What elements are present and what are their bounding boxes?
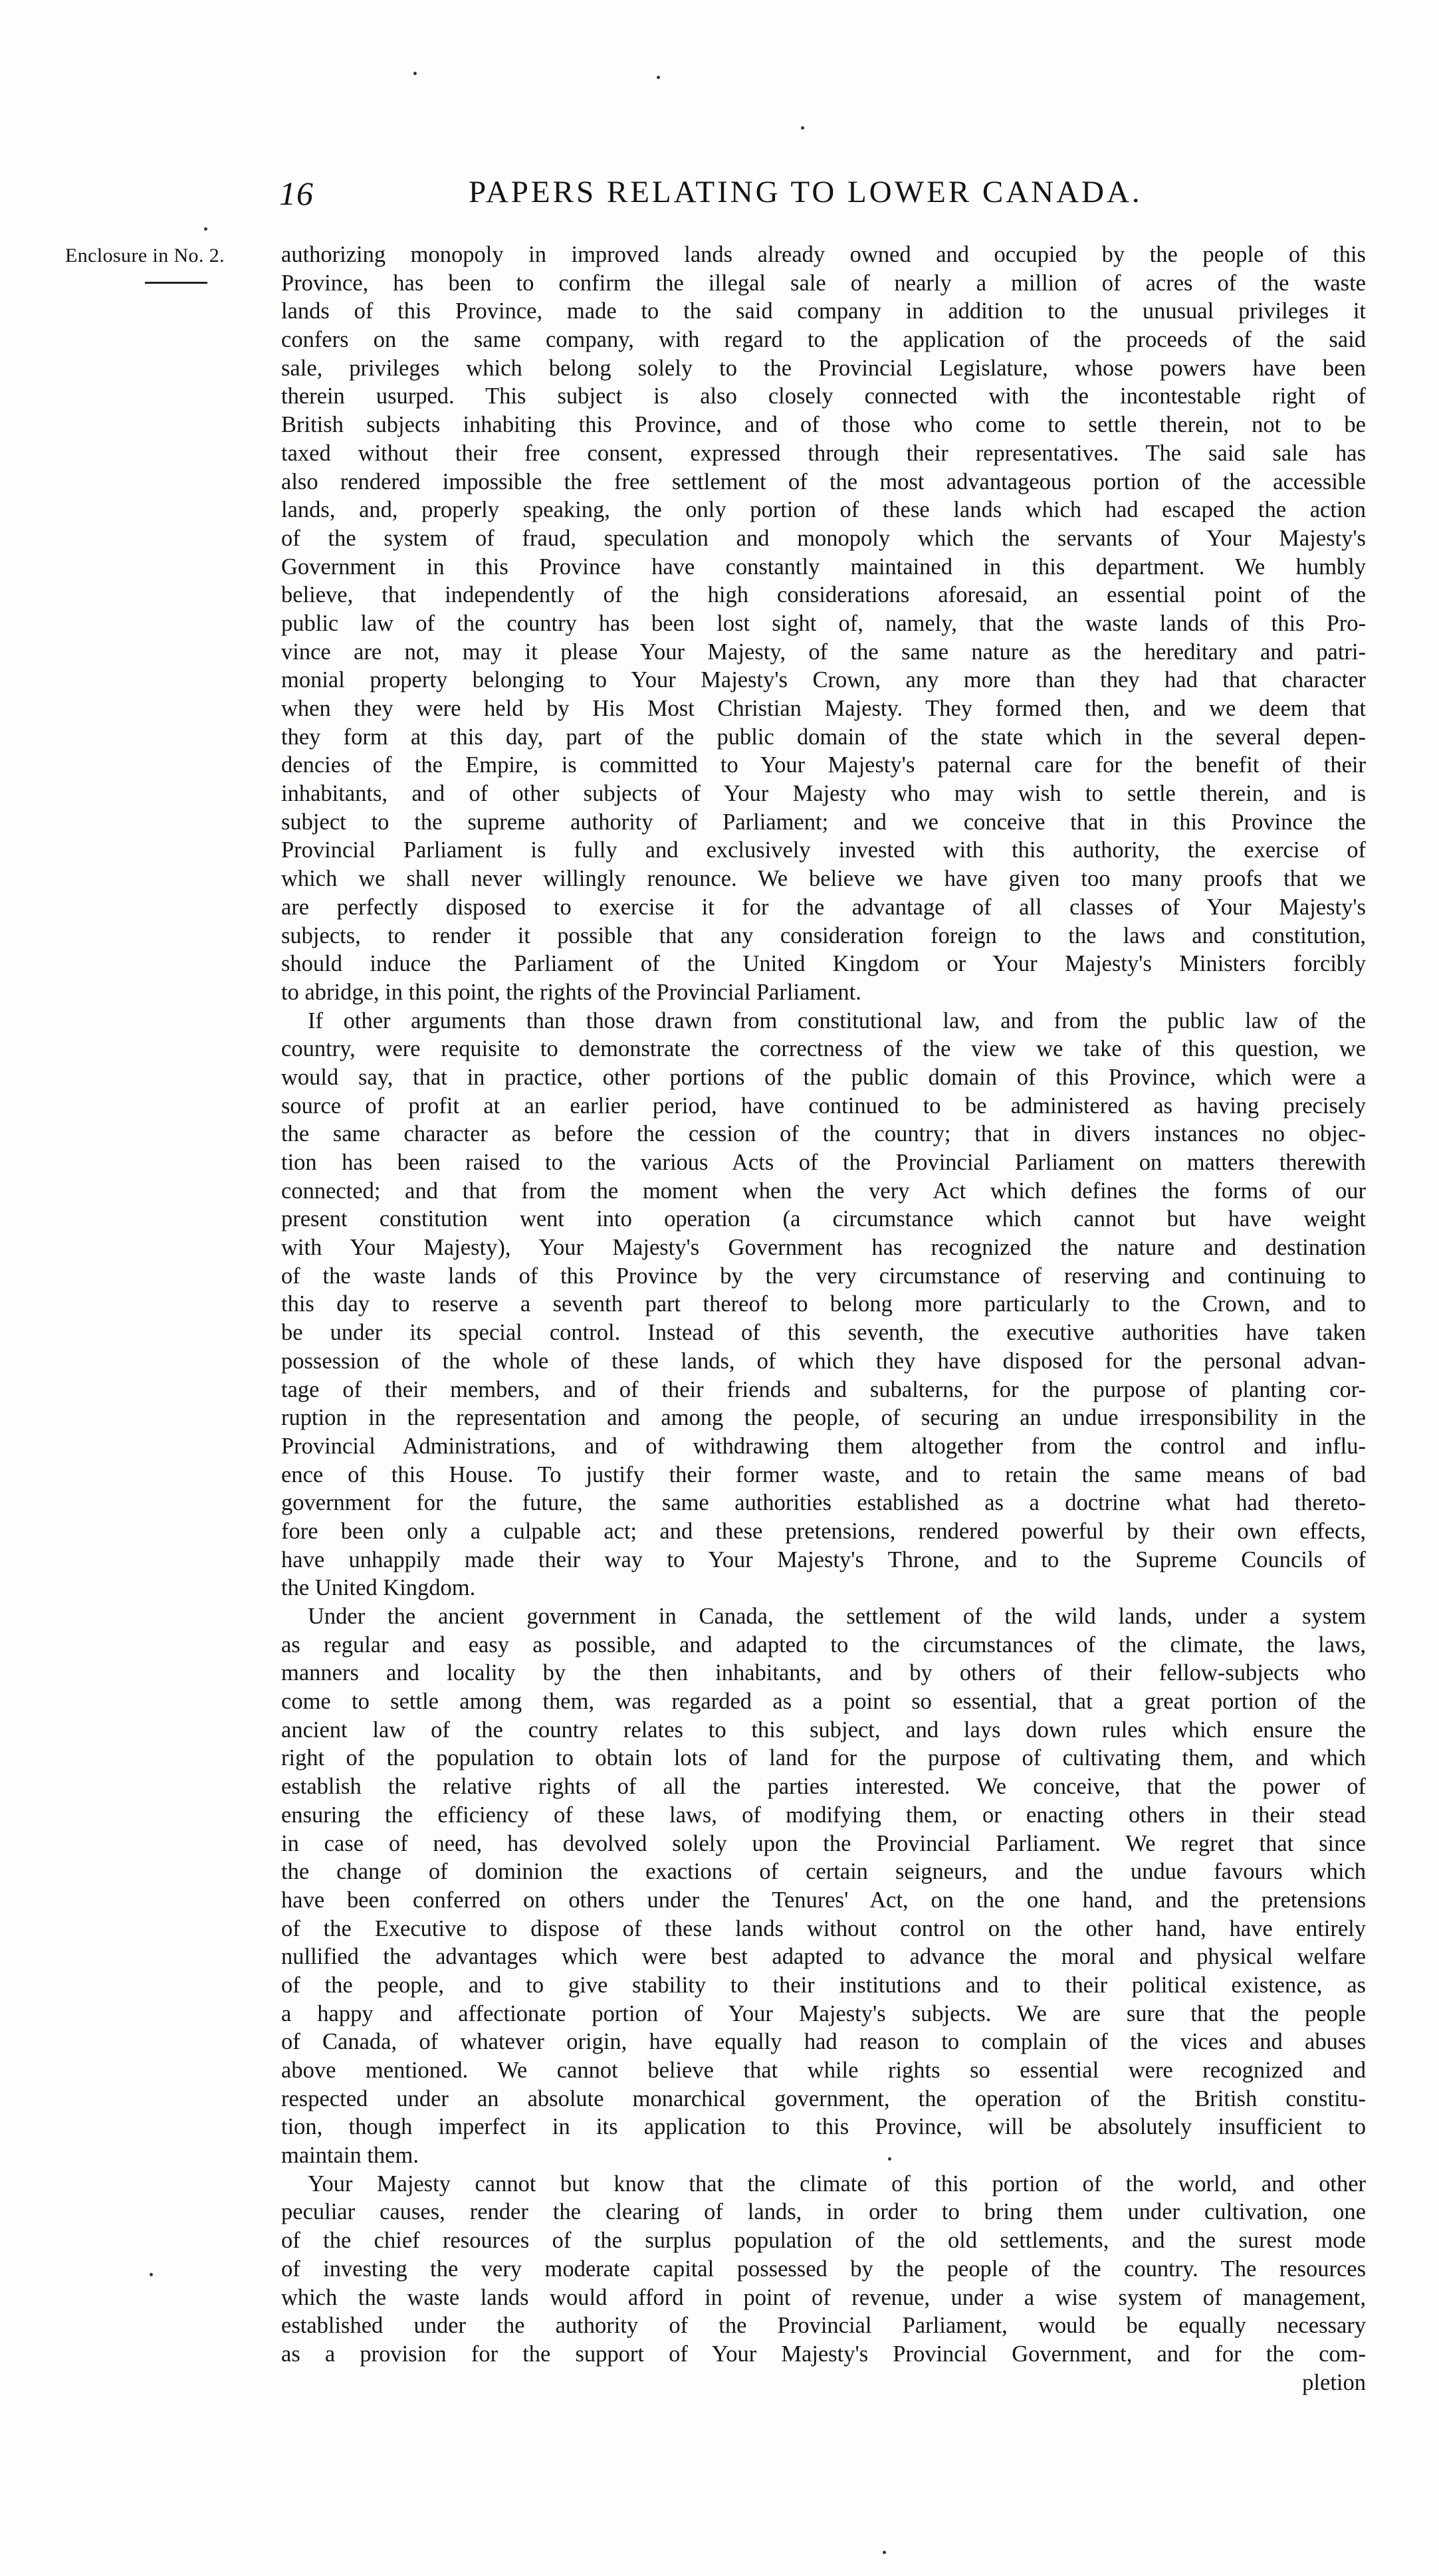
text-line: vince are not, may it please Your Majesty, of the same nature as the hereditary and patri- xyxy=(281,639,1366,665)
running-head: PAPERS RELATING TO LOWER CANADA. xyxy=(469,175,1143,209)
text-line: also rendered impossible the free settlement of the most advantageous portion of the accessible xyxy=(281,469,1366,494)
text-line: believe, that independently of the high considerations aforesaid, an essential point of the xyxy=(281,582,1366,608)
text-line: establish the relative rights of all the parties interested. We conceive, that the power of xyxy=(281,1774,1366,1800)
text-line: right of the population to obtain lots of land for the purpose of cultivating them, and which xyxy=(281,1745,1366,1771)
text-line: the same character as before the cession of the country; that in divers instances no objec- xyxy=(281,1121,1366,1147)
text-line: have been conferred on others under the Tenures' Act, on the one hand, and the pretensions xyxy=(281,1887,1366,1913)
text-line: Your Majesty cannot but know that the climate of this portion of the world, and other xyxy=(308,2171,1366,2197)
text-line: of the Executive to dispose of these lands without control on the other hand, have entirely xyxy=(281,1915,1366,1941)
catchword: pletion xyxy=(1302,2369,1366,2395)
text-line: taxed without their free consent, expressed through their representatives. The said sale has xyxy=(281,440,1366,466)
text-line: nullified the advantages which were best adapted to advance the moral and physical welfare xyxy=(281,1944,1366,1970)
text-line: monial property belonging to Your Majesty's Crown, any more than they had that character xyxy=(281,667,1366,693)
text-line: would say, that in practice, other portions of the public domain of this Province, which were a xyxy=(281,1064,1366,1090)
page-number: 16 xyxy=(279,175,314,212)
text-line: connected; and that from the moment when the very Act which defines the forms of our xyxy=(281,1178,1366,1204)
text-line: come to settle among them, was regarded as a point so essential, that a great portion of the xyxy=(281,1689,1366,1715)
text-line: British subjects inhabiting this Province, and of those who come to settle therein, not to be xyxy=(281,412,1366,438)
print-speck xyxy=(413,72,417,75)
text-line: subjects, to render it possible that any consideration foreign to the laws and constitution, xyxy=(281,922,1366,948)
text-line: possession of the whole of these lands, of which they have disposed for the personal advan- xyxy=(281,1348,1366,1374)
text-line: which we shall never willingly renounce. We believe we have given too many proofs that we xyxy=(281,866,1366,892)
print-speck xyxy=(657,76,660,79)
text-line: of the people, and to give stability to their institutions and to their political existence, as xyxy=(281,1972,1366,1998)
text-line: authorizing monopoly in improved lands already owned and occupied by the people of this xyxy=(281,242,1366,267)
text-line: government for the future, the same authorities established as a doctrine what had thereto- xyxy=(281,1490,1366,1516)
text-line: the United Kingdom. xyxy=(281,1575,476,1601)
text-line: as regular and easy as possible, and adapted to the circumstances of the climate, the laws, xyxy=(281,1632,1366,1658)
margin-rule xyxy=(145,282,207,284)
text-line: ancient law of the country relates to this subject, and lays down rules which ensure the xyxy=(281,1717,1366,1743)
text-line: this day to reserve a seventh part thereof to belong more particularly to the Crown, and to xyxy=(281,1291,1366,1317)
text-line: tion has been raised to the various Acts of the Provincial Parliament on matters therewith xyxy=(281,1150,1366,1175)
text-line: Under the ancient government in Canada, the settlement of the wild lands, under a system xyxy=(308,1604,1366,1629)
text-line: therein usurped. This subject is also closely connected with the incontestable right of xyxy=(281,383,1366,409)
text-line: ensuring the efficiency of these laws, of modifying them, or enacting others in their stead xyxy=(281,1802,1366,1828)
text-line: Provincial Parliament is fully and exclusively invested with this authority, the exercise of xyxy=(281,837,1366,863)
text-line: present constitution went into operation (a circumstance which cannot but have weight xyxy=(281,1206,1366,1232)
text-line: tage of their members, and of their friends and subalterns, for the purpose of planting cor- xyxy=(281,1376,1366,1402)
text-line: as a provision for the support of Your Majesty's Provincial Government, and for the com- xyxy=(281,2341,1366,2367)
text-line: lands, and, properly speaking, the only portion of these lands which had escaped the action xyxy=(281,497,1366,523)
text-line: peculiar causes, render the clearing of lands, in order to bring them under cultivation, one xyxy=(281,2199,1366,2225)
text-line: the change of dominion the exactions of certain seigneurs, and the undue favours which xyxy=(281,1859,1366,1885)
text-line: ruption in the representation and among the people, of securing an undue irresponsibility in the xyxy=(281,1405,1366,1431)
text-line: above mentioned. We cannot believe that while rights so essential were recognized and xyxy=(281,2058,1366,2083)
print-speck xyxy=(883,2551,886,2554)
print-speck xyxy=(150,2273,153,2276)
text-line: of Canada, of whatever origin, have equally had reason to complain of the vices and abuses xyxy=(281,2029,1366,2055)
text-line: established under the authority of the Provincial Parliament, would be equally necessary xyxy=(281,2313,1366,2339)
margin-note: Enclosure in No. 2. xyxy=(65,245,225,267)
text-line: country, were requisite to demonstrate the correctness of the view we take of this question, we xyxy=(281,1036,1366,1062)
text-line: of the chief resources of the surplus population of the old settlements, and the surest mode xyxy=(281,2228,1366,2254)
text-line: have unhappily made their way to Your Majesty's Throne, and to the Supreme Councils of xyxy=(281,1547,1366,1572)
text-line: which the waste lands would afford in point of revenue, under a wise system of management, xyxy=(281,2284,1366,2310)
body-text xyxy=(281,241,1366,2397)
text-line: of the system of fraud, speculation and monopoly which the servants of Your Majesty's xyxy=(281,525,1366,551)
text-line: Government in this Province have constantly maintained in this department. We humbly xyxy=(281,554,1366,580)
text-line: fore been only a culpable act; and these pretensions, rendered powerful by their own effects, xyxy=(281,1518,1366,1544)
text-line: when they were held by His Most Christian Majesty. They formed then, and we deem that xyxy=(281,696,1366,721)
text-line: in case of need, has devolved solely upon the Provincial Parliament. We regret that since xyxy=(281,1830,1366,1856)
text-line: source of profit at an earlier period, have continued to be administered as having precisely xyxy=(281,1093,1366,1119)
text-line: subject to the supreme authority of Parliament; and we conceive that in this Province the xyxy=(281,809,1366,835)
text-line: Provincial Administrations, and of withdrawing them altogether from the control and influ- xyxy=(281,1433,1366,1459)
print-speck xyxy=(204,227,207,231)
text-line: of the waste lands of this Province by the very circumstance of reserving and continuing to xyxy=(281,1263,1366,1289)
text-line: are perfectly disposed to exercise it for the advantage of all classes of Your Majesty's xyxy=(281,894,1366,920)
text-line: If other arguments than those drawn from constitutional law, and from the public law of the xyxy=(308,1008,1366,1033)
text-line: with Your Majesty), Your Majesty's Government has recognized the nature and destination xyxy=(281,1235,1366,1261)
text-line: to abridge, in this point, the rights of the Provincial Parliament. xyxy=(281,979,861,1005)
text-line: inhabitants, and of other subjects of Your Majesty who may wish to settle therein, and is xyxy=(281,781,1366,807)
text-line: they form at this day, part of the public domain of the state which in the several depen- xyxy=(281,724,1366,750)
text-line: public law of the country has been lost sight of, namely, that the waste lands of this Pro- xyxy=(281,610,1366,636)
text-line: dencies of the Empire, is committed to Your Majesty's paternal care for the benefit of their xyxy=(281,752,1366,778)
text-line: be under its special control. Instead of this seventh, the executive authorities have taken xyxy=(281,1320,1366,1346)
text-line: confers on the same company, with regard to the application of the proceeds of the said xyxy=(281,327,1366,353)
text-line: sale, privileges which belong solely to the Provincial Legislature, whose powers have been xyxy=(281,355,1366,381)
text-line: a happy and affectionate portion of Your Majesty's subjects. We are sure that the people xyxy=(281,2000,1366,2026)
text-line: maintain them. xyxy=(281,2143,419,2169)
text-line: of investing the very moderate capital possessed by the people of the country. The resources xyxy=(281,2256,1366,2282)
text-line: manners and locality by the then inhabitants, and by others of their fellow-subjects who xyxy=(281,1660,1366,1686)
text-line: respected under an absolute monarchical government, the operation of the British constitu- xyxy=(281,2086,1366,2111)
text-line: should induce the Parliament of the United Kingdom or Your Majesty's Ministers forcibly xyxy=(281,951,1366,977)
text-line: lands of this Province, made to the said company in addition to the unusual privileges it xyxy=(281,298,1366,324)
text-line: tion, though imperfect in its application to this Province, will be absolutely insufficient to xyxy=(281,2114,1366,2140)
print-speck xyxy=(801,126,804,130)
text-line: ence of this House. To justify their former waste, and to retain the same means of bad xyxy=(281,1461,1366,1487)
text-line: Province, has been to confirm the illegal sale of nearly a million of acres of the waste xyxy=(281,270,1366,296)
